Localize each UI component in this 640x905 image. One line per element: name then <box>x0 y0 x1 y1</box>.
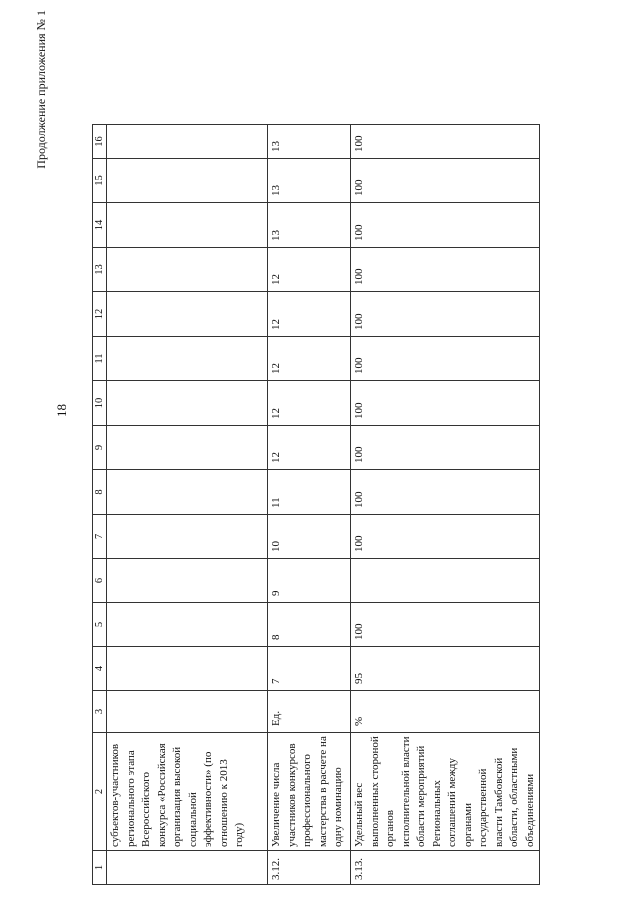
value-cell <box>107 292 268 337</box>
row-number-cell: 3.12. <box>268 851 351 885</box>
value-cell <box>107 647 268 691</box>
value-cell: 12 <box>268 248 351 292</box>
value-cell: 8 <box>268 603 351 647</box>
value-cell <box>107 559 268 603</box>
column-header: 8 <box>93 470 107 515</box>
value-cell <box>107 470 268 515</box>
page-number: 18 <box>54 404 69 417</box>
value-cell: 13 <box>268 125 351 159</box>
value-cell <box>107 159 268 203</box>
column-header: 12 <box>93 292 107 337</box>
value-cell: 100 <box>351 248 540 292</box>
indicators-table <box>92 124 540 885</box>
column-header: 4 <box>93 647 107 691</box>
value-cell: 13 <box>268 203 351 248</box>
column-header: 6 <box>93 559 107 603</box>
value-cell <box>107 426 268 470</box>
value-cell <box>107 248 268 292</box>
continuation-label: Продолжение приложения № 1 <box>34 10 48 169</box>
column-header: 7 <box>93 515 107 559</box>
value-cell: 100 <box>351 470 540 515</box>
value-cell: 13 <box>268 159 351 203</box>
value-cell: 11 <box>268 470 351 515</box>
value-cell <box>107 603 268 647</box>
value-cell: 12 <box>268 292 351 337</box>
column-header: 11 <box>93 337 107 381</box>
value-cell: 100 <box>351 426 540 470</box>
value-cell: 100 <box>351 159 540 203</box>
column-header: 13 <box>93 248 107 292</box>
column-header: 16 <box>93 125 107 159</box>
unit-cell <box>107 691 268 733</box>
unit-cell: Ед. <box>268 691 351 733</box>
value-cell: 100 <box>351 603 540 647</box>
value-cell: 100 <box>351 515 540 559</box>
value-cell: 9 <box>268 559 351 603</box>
value-cell: 100 <box>351 292 540 337</box>
table-row <box>351 125 540 885</box>
indicator-name-cell: субъектов-участников регионального этапа Всероссийского конкурса «Российская организация высокой социальной эффективности» (по отношению к 2013 году) <box>107 733 268 851</box>
column-header: 5 <box>93 603 107 647</box>
value-cell <box>351 559 540 603</box>
column-header: 10 <box>93 381 107 426</box>
table-row <box>107 125 268 885</box>
column-header: 14 <box>93 203 107 248</box>
column-header: 1 <box>93 851 107 885</box>
column-header: 2 <box>93 733 107 851</box>
column-header: 3 <box>93 691 107 733</box>
value-cell: 12 <box>268 426 351 470</box>
value-cell <box>107 515 268 559</box>
value-cell: 12 <box>268 337 351 381</box>
value-cell <box>107 203 268 248</box>
indicator-name-cell: Удельный вес выполненных стороной органов исполнительной власти области мероприятий Региональных соглашений между органами государственной власти Тамбовской области, областными объединениями <box>351 733 540 851</box>
value-cell: 100 <box>351 203 540 248</box>
column-number-row <box>93 125 107 885</box>
value-cell: 100 <box>351 381 540 426</box>
table-row <box>268 125 351 885</box>
indicator-name-cell: Увеличение числа участников конкурсов профессионального мастерства в расчете на одну номинацию <box>268 733 351 851</box>
value-cell: 12 <box>268 381 351 426</box>
unit-cell: % <box>351 691 540 733</box>
column-header: 9 <box>93 426 107 470</box>
value-cell <box>107 337 268 381</box>
value-cell: 7 <box>268 647 351 691</box>
value-cell: 10 <box>268 515 351 559</box>
value-cell <box>107 381 268 426</box>
value-cell: 95 <box>351 647 540 691</box>
value-cell: 100 <box>351 337 540 381</box>
value-cell: 100 <box>351 125 540 159</box>
column-header: 15 <box>93 159 107 203</box>
value-cell <box>107 125 268 159</box>
row-number-cell: 3.13. <box>351 851 540 885</box>
row-number-cell <box>107 851 268 885</box>
